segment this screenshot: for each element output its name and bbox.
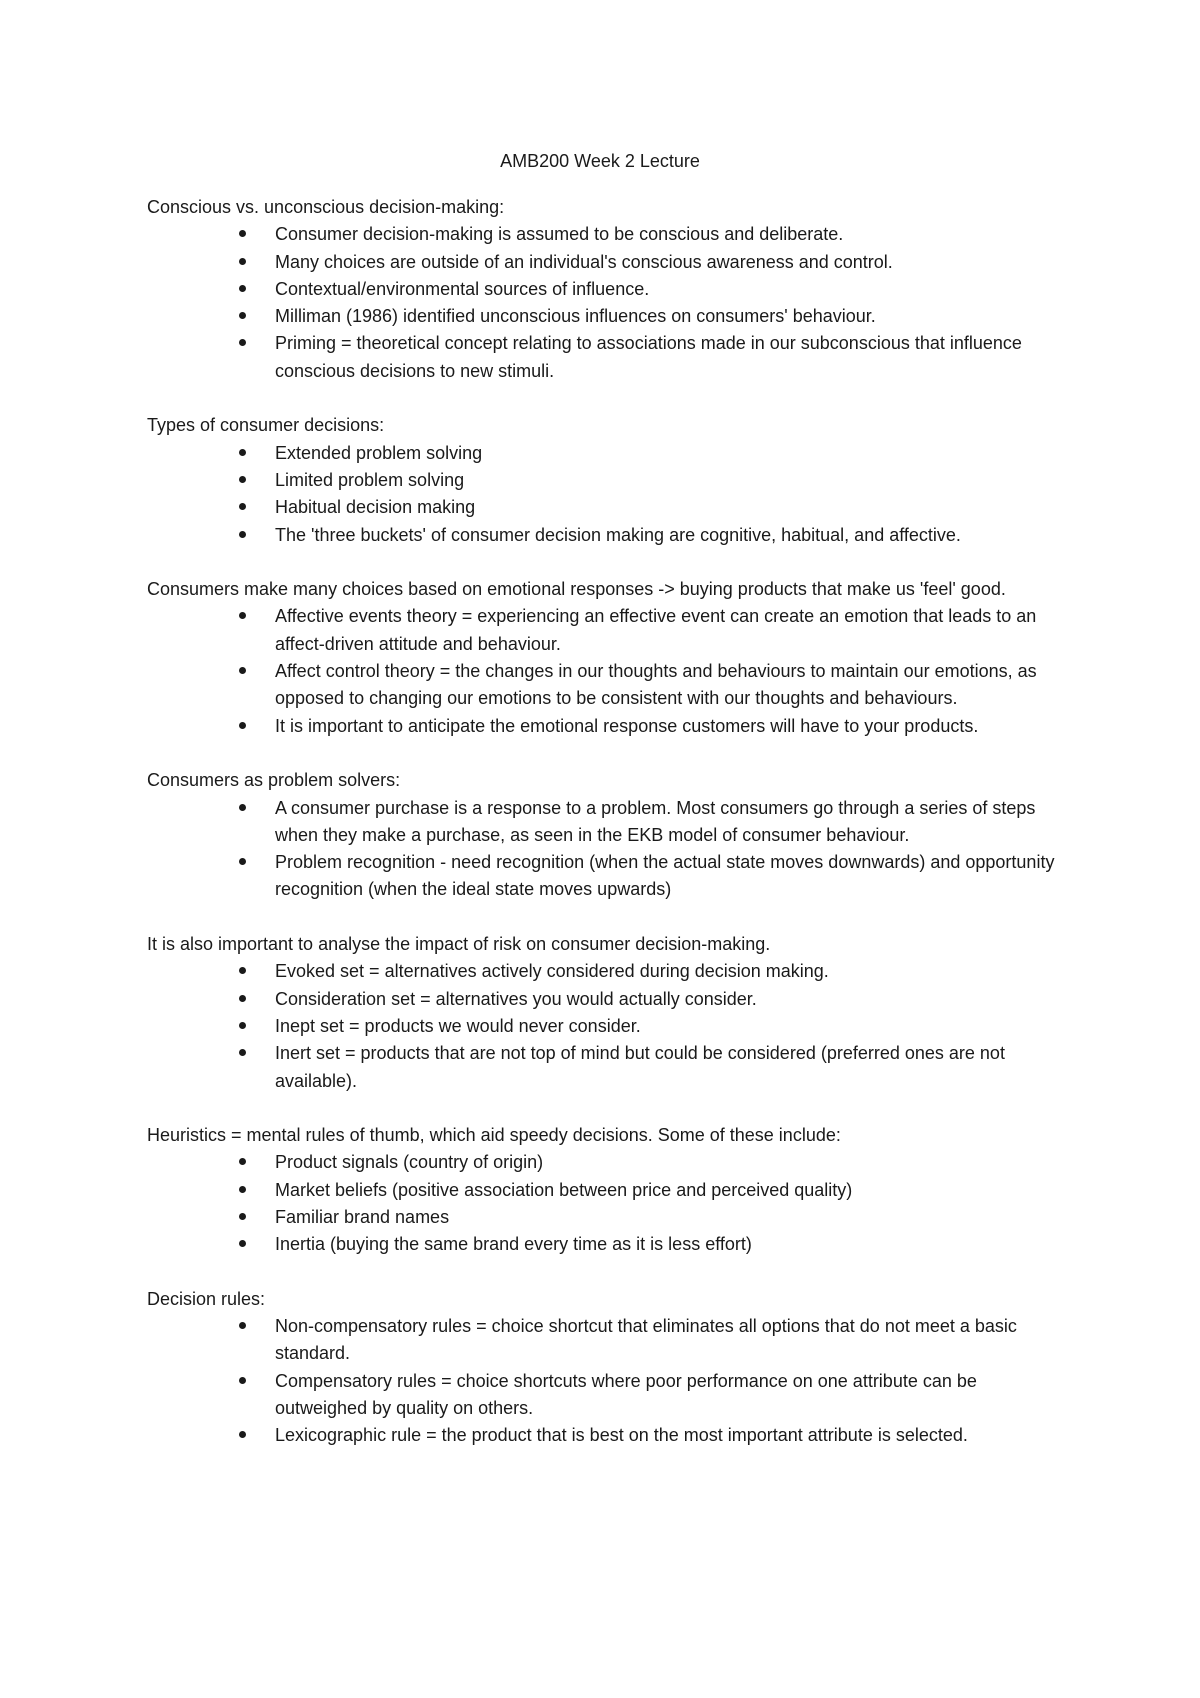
section-heading: Decision rules: bbox=[147, 1288, 266, 1309]
bullet-list bbox=[147, 1149, 1067, 1258]
bullet-icon bbox=[239, 858, 246, 865]
list-item bbox=[275, 1013, 1067, 1040]
list-item-text: The 'three buckets' of consumer decision making are cognitive, habitual, and affective. bbox=[275, 524, 961, 545]
list-item bbox=[275, 1313, 1067, 1368]
bullet-icon bbox=[239, 312, 246, 319]
list-item bbox=[275, 221, 1067, 248]
list-item bbox=[275, 494, 1067, 521]
bullet-icon bbox=[239, 722, 246, 729]
list-item bbox=[275, 795, 1067, 850]
list-item bbox=[275, 658, 1067, 713]
list-item bbox=[275, 467, 1067, 494]
section-heading: It is also important to analyse the impact of risk on consumer decision-making. bbox=[147, 934, 771, 955]
list-item-text: Evoked set = alternatives actively considered during decision making. bbox=[275, 961, 829, 982]
bullet-icon bbox=[239, 1186, 246, 1193]
bullet-icon bbox=[239, 1049, 246, 1056]
list-item-text: Problem recognition - need recognition (when the actual state moves downwards) and opportunity recognition (when the ideal state moves upwards) bbox=[275, 852, 1055, 900]
list-item-text: Inert set = products that are not top of mind but could be considered (preferred ones are not available). bbox=[275, 1043, 1005, 1091]
bullet-icon bbox=[239, 476, 246, 483]
list-item-text: Affect control theory = the changes in our thoughts and behaviours to maintain our emotions, as opposed to changing our emotions to be consistent with our thoughts and behaviours. bbox=[275, 661, 1037, 709]
bullet-list bbox=[147, 795, 1067, 904]
section-heading: Types of consumer decisions: bbox=[147, 415, 385, 436]
list-item bbox=[275, 849, 1067, 904]
list-item bbox=[275, 303, 1067, 330]
section bbox=[147, 767, 1067, 903]
list-item bbox=[275, 1368, 1067, 1423]
section bbox=[147, 412, 1067, 548]
bullet-icon bbox=[239, 804, 246, 811]
list-item-text: Many choices are outside of an individual's conscious awareness and control. bbox=[275, 251, 893, 272]
list-item bbox=[275, 440, 1067, 467]
bullet-icon bbox=[239, 258, 246, 265]
list-item bbox=[275, 1177, 1067, 1204]
bullet-icon bbox=[239, 449, 246, 456]
list-item-text: Affective events theory = experiencing an effective event can create an emotion that leads to an affect-driven attitude and behaviour. bbox=[275, 606, 1037, 654]
bullet-icon bbox=[239, 230, 246, 237]
list-item bbox=[275, 249, 1067, 276]
list-item-text: Lexicographic rule = the product that is best on the most important attribute is selected. bbox=[275, 1425, 968, 1446]
list-item-text: Market beliefs (positive association between price and perceived quality) bbox=[275, 1179, 853, 1200]
list-item-text: Habitual decision making bbox=[275, 497, 476, 518]
bullet-icon bbox=[239, 995, 246, 1002]
bullet-icon bbox=[239, 667, 246, 674]
list-item-text: Priming = theoretical concept relating to associations made in our subconscious that influence conscious decisions to new stimuli. bbox=[275, 333, 1022, 381]
list-item bbox=[275, 1422, 1067, 1449]
bullet-icon bbox=[239, 531, 246, 538]
bullet-icon bbox=[239, 1158, 246, 1165]
list-item bbox=[275, 603, 1067, 658]
list-item-text: Consideration set = alternatives you would actually consider. bbox=[275, 988, 757, 1009]
section-heading: Conscious vs. unconscious decision-making: bbox=[147, 197, 505, 217]
list-item bbox=[275, 1204, 1067, 1231]
bullet-icon bbox=[239, 285, 246, 292]
list-item bbox=[275, 986, 1067, 1013]
bullet-icon bbox=[239, 1377, 246, 1384]
list-item-text: Familiar brand names bbox=[275, 1206, 450, 1227]
bullet-icon bbox=[239, 503, 246, 510]
section-heading: Consumers as problem solvers: bbox=[147, 770, 401, 791]
list-item-text: A consumer purchase is a response to a problem. Most consumers go through a series of steps when they make a purchase, as seen in the EKB model of consumer behaviour. bbox=[275, 797, 1036, 845]
document-body bbox=[147, 194, 1067, 1477]
bullet-list bbox=[147, 958, 1067, 1094]
bullet-icon bbox=[239, 1322, 246, 1329]
list-item-text: Contextual/environmental sources of influence. bbox=[275, 278, 650, 299]
list-item bbox=[275, 276, 1067, 303]
list-item bbox=[275, 713, 1067, 740]
list-item-text: Inept set = products we would never consider. bbox=[275, 1015, 641, 1036]
section-heading: Heuristics = mental rules of thumb, which aid speedy decisions. Some of these include: bbox=[147, 1125, 841, 1146]
section bbox=[147, 576, 1067, 740]
list-item bbox=[275, 958, 1067, 985]
bullet-list bbox=[147, 1313, 1067, 1449]
bullet-icon bbox=[239, 1431, 246, 1438]
bullet-icon bbox=[239, 1213, 246, 1220]
list-item-text: Consumer decision-making is assumed to be conscious and deliberate. bbox=[275, 224, 844, 245]
list-item bbox=[275, 522, 1067, 549]
list-item bbox=[275, 1149, 1067, 1176]
list-item-text: Inertia (buying the same brand every time as it is less effort) bbox=[275, 1234, 752, 1255]
page-title: AMB200 Week 2 Lecture bbox=[500, 151, 700, 171]
bullet-icon bbox=[239, 339, 246, 346]
section bbox=[147, 1286, 1067, 1450]
section bbox=[147, 194, 1067, 385]
bullet-list bbox=[147, 440, 1067, 549]
bullet-icon bbox=[239, 1240, 246, 1247]
section bbox=[147, 931, 1067, 1095]
list-item-text: Non-compensatory rules = choice shortcut that eliminates all options that do not meet a basic standard. bbox=[275, 1316, 1017, 1364]
bullet-list bbox=[147, 221, 1067, 385]
bullet-list bbox=[147, 603, 1067, 739]
list-item-text: Product signals (country of origin) bbox=[275, 1152, 544, 1173]
list-item-text: Limited problem solving bbox=[275, 469, 465, 490]
bullet-icon bbox=[239, 1022, 246, 1029]
list-item bbox=[275, 1231, 1067, 1258]
list-item-text: Milliman (1986) identified unconscious influences on consumers' behaviour. bbox=[275, 306, 876, 327]
section bbox=[147, 1122, 1067, 1258]
list-item bbox=[275, 1040, 1067, 1095]
bullet-icon bbox=[239, 967, 246, 974]
section-heading: Consumers make many choices based on emotional responses -> buying products that make us 'feel' good. bbox=[147, 579, 1006, 600]
list-item-text: Compensatory rules = choice shortcuts where poor performance on one attribute can be outweighed by quality on others. bbox=[275, 1370, 977, 1419]
list-item-text: Extended problem solving bbox=[275, 442, 483, 463]
list-item bbox=[275, 330, 1067, 385]
list-item-text: It is important to anticipate the emotional response customers will have to your products. bbox=[275, 715, 979, 736]
bullet-icon bbox=[239, 612, 246, 619]
